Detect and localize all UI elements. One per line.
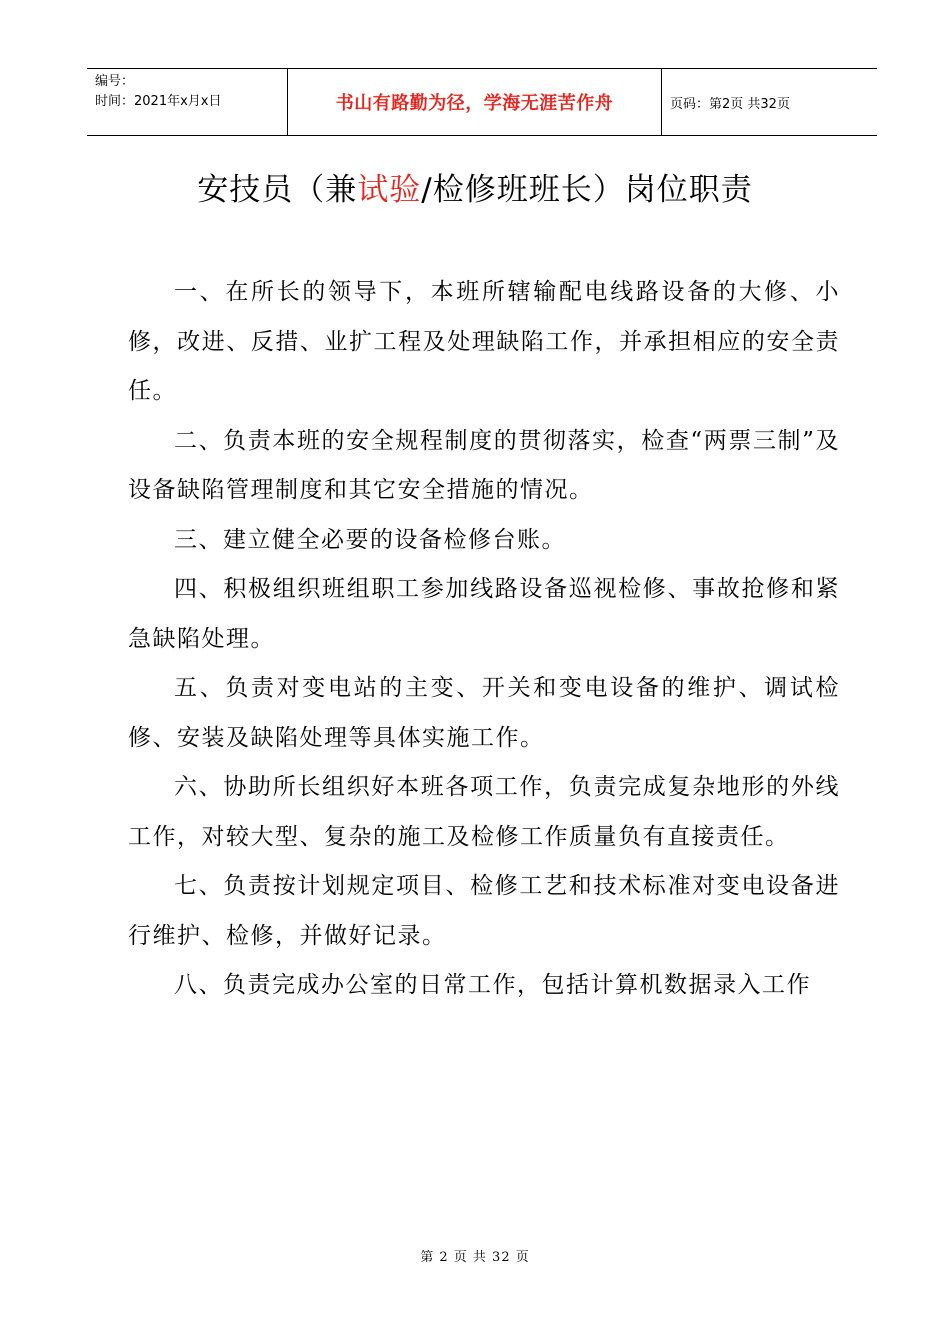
header-page-number: 页码：第2页 共32页 [670, 96, 790, 112]
paragraph-5: 五、负责对变电站的主变、开关和变电设备的维护、调试检修、安装及缺陷处理等具体实施工作。 [128, 675, 840, 751]
time-label: 时间：2021年x月x日 [95, 94, 222, 109]
paragraph-7: 七、负责按计划规定项目、检修工艺和技术标准对变电设备进行维护、检修，并做好记录。 [128, 873, 840, 949]
paragraph-3: 三、建立健全必要的设备检修台账。 [174, 526, 566, 553]
page-header [87, 68, 877, 136]
serial-number-label: 编号： [95, 74, 135, 89]
paragraph-2: 二、负责本班的安全规程制度的贯彻落实，检查“两票三制”及设备缺陷管理制度和其它安全措施的情况。 [128, 427, 840, 503]
paragraph-6: 六、协助所长组织好本班各项工作，负责完成复杂地形的外线工作，对较大型、复杂的施工及检修工作质量负有直接责任。 [128, 774, 840, 850]
page-footer: 第 2 页 共 32 页 [420, 1250, 530, 1265]
header-meta [87, 69, 288, 135]
title-part-1: 安技员（兼 [197, 172, 358, 208]
paragraph-8: 八、负责完成办公室的日常工作，包括计算机数据录入工作 [174, 972, 811, 998]
header-motto: 书山有路勤为径，学海无涯苦作舟 [288, 69, 662, 135]
document-title [0, 168, 950, 212]
title-highlight: 试验 [357, 172, 422, 208]
paragraph-4: 四、积极组织班组职工参加线路设备巡视检修、事故抢修和紧急缺陷处理。 [128, 576, 840, 652]
document-body [128, 268, 840, 1011]
title-part-3: /检修班班长）岗位职责 [421, 172, 753, 208]
paragraph-1: 一、在所长的领导下，本班所辖输配电线路设备的大修、小修，改进、反措、业扩工程及处理缺陷工作，并承担相应的安全责任。 [128, 279, 840, 404]
